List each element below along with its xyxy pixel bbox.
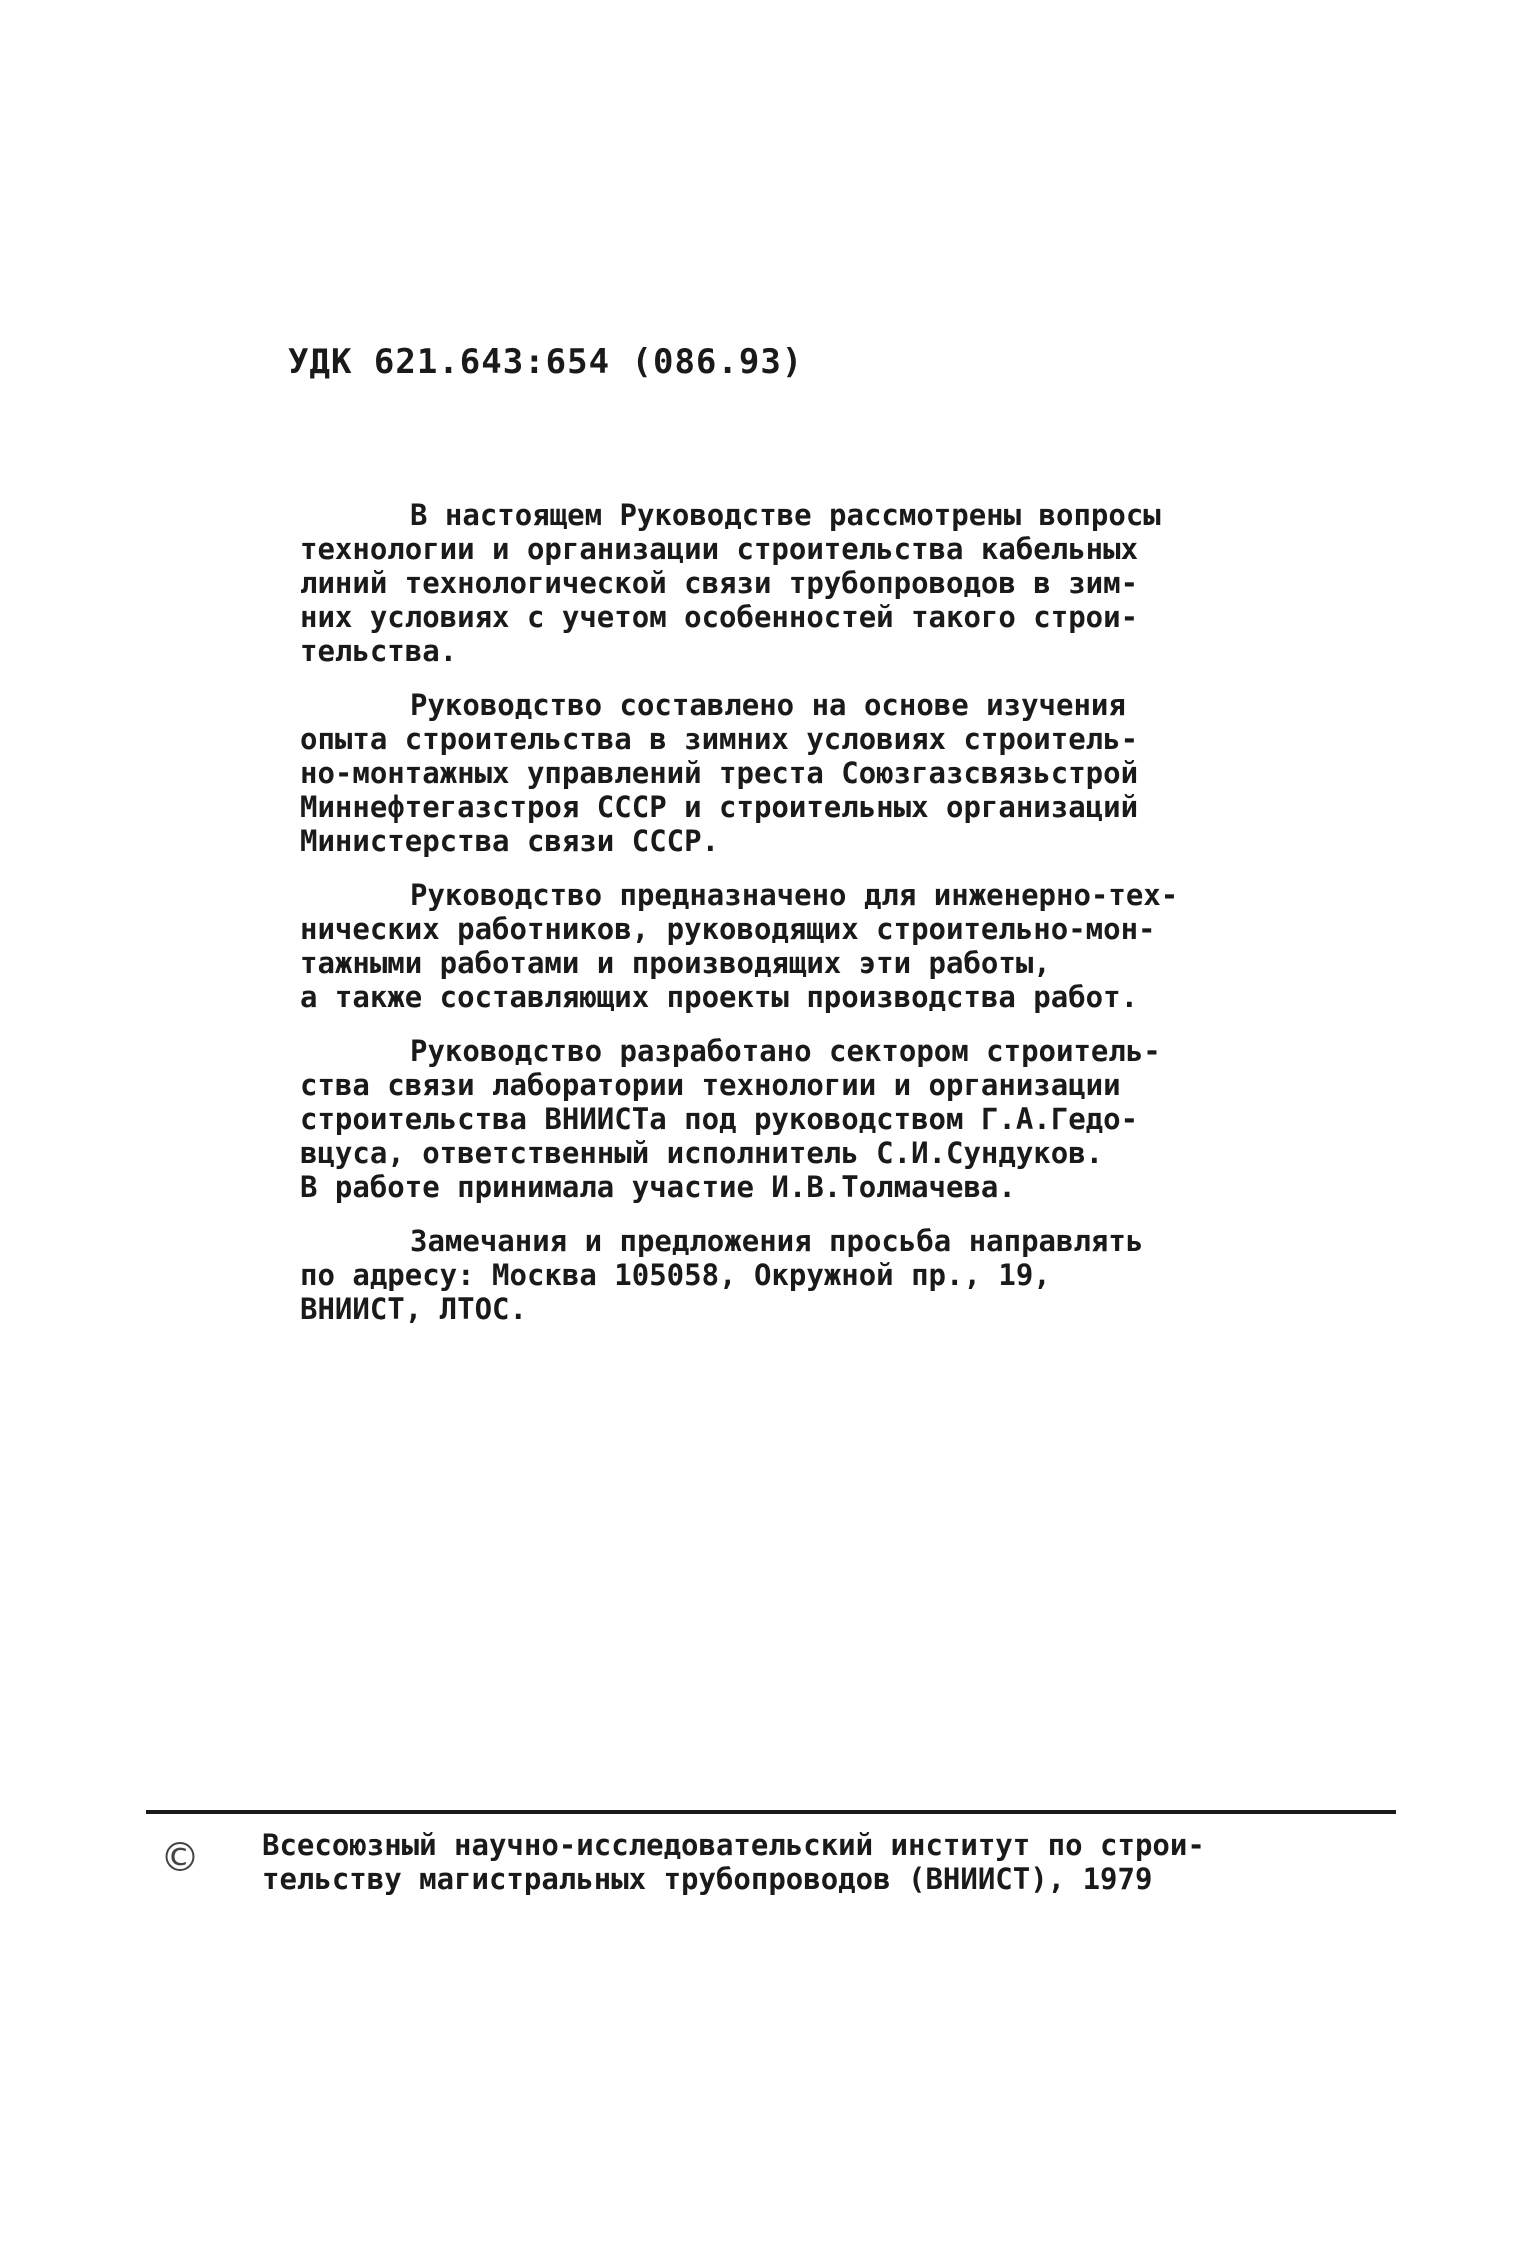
udk-classification: УДК 621.643:654 (086.93) <box>288 342 804 382</box>
text-line: В работе принимала участие И.В.Толмачева. <box>300 1170 1016 1204</box>
copyright-icon: © <box>160 1835 200 1881</box>
text-line: опыта строительства в зимних условиях строитель- <box>300 722 1139 756</box>
paragraph-authors <box>300 1034 1290 1204</box>
copyright-notice <box>262 1828 1205 1896</box>
text-line: технологии и организации строительства кабельных <box>300 532 1139 566</box>
text-line: по адресу: Москва 105058, Окружной пр., 19, <box>300 1258 1051 1292</box>
text-line: тельства. <box>300 634 458 668</box>
footer-divider <box>146 1810 1396 1814</box>
text-line: нических работников, руководящих строительно-мон- <box>300 912 1156 946</box>
text-line: них условиях с учетом особенностей такого строи- <box>300 600 1139 634</box>
text-line: ВНИИСТ, ЛТОС. <box>300 1292 527 1326</box>
copyright-line: Всесоюзный научно-исследовательский институт по строи- <box>262 1828 1205 1862</box>
text-line: Миннефтегазстроя СССР и строительных организаций <box>300 790 1139 824</box>
paragraph-contact <box>300 1224 1290 1326</box>
copyright-line: тельству магистральных трубопроводов (ВНИИСТ), 1979 <box>262 1862 1153 1896</box>
text-line: тажными работами и производящих эти работы, <box>300 946 1051 980</box>
annotation-text <box>300 498 1290 1346</box>
text-line: Министерства связи СССР. <box>300 824 720 858</box>
paragraph-scope <box>300 498 1290 668</box>
text-line: строительства ВНИИСТа под руководством Г.А.Гедо- <box>300 1102 1139 1136</box>
text-line: а также составляющих проекты производства работ. <box>300 980 1139 1014</box>
paragraph-basis <box>300 688 1290 858</box>
text-line: ства связи лаборатории технологии и организации <box>300 1068 1121 1102</box>
text-line: Замечания и предложения просьба направлять <box>410 1224 1144 1258</box>
text-line: Руководство составлено на основе изучения <box>410 688 1126 722</box>
text-line: Руководство предназначено для инженерно-тех- <box>410 878 1179 912</box>
text-line: В настоящем Руководстве рассмотрены вопросы <box>410 498 1161 532</box>
text-line: но-монтажных управлений треста Союзгазсвязьстрой <box>300 756 1139 790</box>
text-line: линий технологической связи трубопроводов в зим- <box>300 566 1139 600</box>
text-line: вцуса, ответственный исполнитель С.И.Сундуков. <box>300 1136 1104 1170</box>
text-line: Руководство разработано сектором строитель- <box>410 1034 1161 1068</box>
paragraph-audience <box>300 878 1290 1014</box>
